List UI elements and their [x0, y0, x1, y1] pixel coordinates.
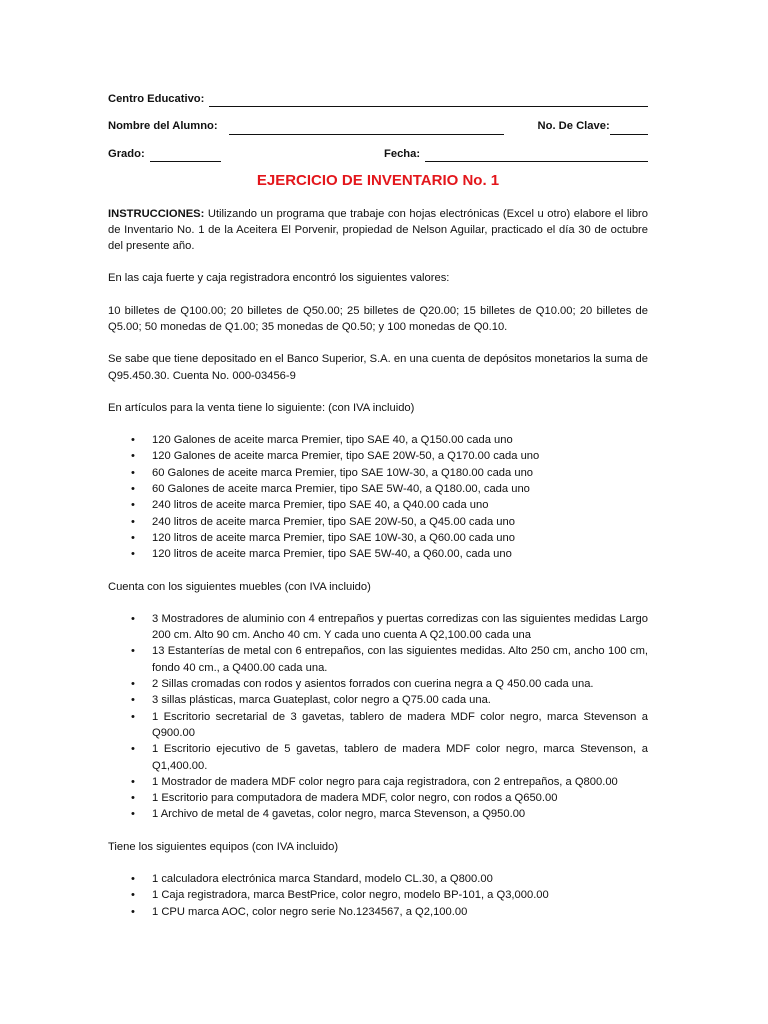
bullet-icon: • — [131, 694, 135, 707]
list-item-text: 13 Estanterías de metal con 6 entrepaños, con las siguientes medidas. Alto 250 cm, ancho 100 cm, fondo 40 cm., a Q400.00 cada una. — [152, 645, 648, 674]
list-item-text: 120 litros de aceite marca Premier, tipo SAE 5W-40, a Q60.00, cada uno — [152, 548, 512, 561]
bank-paragraph: Se sabe que tiene depositado en el Banco Superior, S.A. en una cuenta de depósitos monetarios la suma de Q95.450.30. Cuenta No. 000-03456-9 — [108, 353, 648, 382]
document-title: EJERCICIO DE INVENTARIO No. 1 — [256, 171, 500, 189]
list-item — [108, 643, 648, 676]
nombre-alumno-label: Nombre del Alumno: — [108, 120, 218, 133]
list-item — [108, 790, 648, 806]
list-item — [108, 904, 648, 920]
bullet-icon: • — [131, 515, 135, 528]
no-clave-blank — [610, 121, 648, 135]
bullet-icon: • — [131, 743, 135, 756]
fecha-label: Fecha: — [384, 147, 421, 160]
bullet-icon: • — [131, 678, 135, 691]
list-item — [108, 692, 648, 708]
bullet-icon: • — [131, 483, 135, 496]
caja-intro: En las caja fuerte y caja registradora encontró los siguientes valores: — [108, 272, 450, 285]
furniture-list — [108, 611, 648, 823]
list-item — [108, 497, 648, 513]
instructions-text: Utilizando un programa que trabaje con hojas electrónicas (Excel u otro) elabore el libro de Inventario No. 1 de la Aceitera El Porvenir, propiedad de Nelson Aguilar, practicado el día 30 de octubre del presente año. — [108, 207, 648, 253]
bullet-icon: • — [131, 612, 135, 625]
nombre-alumno-row — [108, 117, 648, 135]
articles-list — [108, 432, 648, 562]
list-item-text: 120 Galones de aceite marca Premier, tipo SAE 40, a Q150.00 cada uno — [152, 434, 513, 447]
list-item-text: 1 Archivo de metal de 4 gavetas, color negro, marca Stevenson, a Q950.00 — [152, 808, 526, 821]
bullet-icon: • — [131, 775, 135, 788]
nombre-alumno-blank — [229, 121, 504, 135]
furniture-intro: Cuenta con los siguientes muebles (con IVA incluido) — [108, 580, 371, 593]
list-item — [108, 448, 648, 464]
bullet-icon: • — [131, 499, 135, 512]
list-item-text: 1 Caja registradora, marca BestPrice, color negro, modelo BP-101, a Q3,000.00 — [152, 889, 549, 902]
bullet-icon: • — [131, 873, 135, 885]
list-item — [108, 741, 648, 774]
list-item-text: 240 litros de aceite marca Premier, tipo SAE 20W-50, a Q45.00 cada uno — [152, 515, 515, 528]
bullet-icon: • — [131, 548, 135, 561]
fecha-blank — [425, 148, 648, 162]
bullet-icon: • — [131, 905, 135, 918]
list-item-text: 1 CPU marca AOC, color negro serie No.1234567, a Q2,100.00 — [152, 905, 468, 918]
list-item-text: 1 Escritorio para computadora de madera MDF, color negro, con rodos a Q650.00 — [152, 792, 558, 805]
instructions-label: INSTRUCCIONES: — [108, 207, 205, 220]
list-item — [108, 432, 648, 448]
list-item-text: 60 Galones de aceite marca Premier, tipo SAE 5W-40, a Q180.00, cada uno — [152, 483, 530, 496]
equipment-intro: Tiene los siguientes equipos (con IVA incluido) — [108, 840, 339, 853]
bullet-icon: • — [131, 645, 135, 658]
grado-label: Grado: — [108, 147, 145, 160]
centro-educativo-blank — [209, 93, 648, 107]
articles-intro: En artículos para la venta tiene lo siguiente: (con IVA incluido) — [108, 401, 415, 414]
list-item — [108, 871, 648, 887]
list-item-text: 240 litros de aceite marca Premier, tipo SAE 40, a Q40.00 cada uno — [152, 499, 489, 512]
list-item — [108, 709, 648, 742]
list-item-text: 60 Galones de aceite marca Premier, tipo SAE 10W-30, a Q180.00 cada uno — [152, 466, 534, 479]
instructions-paragraph — [108, 206, 648, 255]
list-item-text: 1 Mostrador de madera MDF color negro para caja registradora, con 2 entrepaños, a Q800.00 — [152, 775, 618, 788]
equipment-list — [108, 871, 648, 920]
bullet-icon: • — [131, 710, 135, 723]
bullet-icon: • — [131, 889, 135, 902]
list-item-text: 1 calculadora electrónica marca Standard, modelo CL.30, a Q800.00 — [152, 873, 493, 885]
list-item-text: 1 Escritorio ejecutivo de 5 gavetas, tablero de madera MDF color negro, marca Stevenson, a Q1,400.00. — [152, 743, 648, 772]
grado-fecha-row — [108, 144, 648, 162]
list-item-text: 1 Escritorio secretarial de 3 gavetas, tablero de madera MDF color negro, marca Stevenson a Q900.00 — [152, 710, 648, 739]
caja-values: 10 billetes de Q100.00; 20 billetes de Q50.00; 25 billetes de Q20.00; 15 billetes de Q10.00; 20 billetes de Q5.00; 50 monedas de Q1.00; 35 monedas de Q0.50; y 100 monedas de Q0.10. — [108, 304, 648, 333]
list-item-text: 3 sillas plásticas, marca Guateplast, color negro a Q75.00 cada una. — [152, 694, 491, 707]
list-item-text: 120 Galones de aceite marca Premier, tipo SAE 20W-50, a Q170.00 cada uno — [152, 450, 540, 463]
bullet-icon: • — [131, 792, 135, 805]
list-item — [108, 774, 648, 790]
list-item — [108, 481, 648, 497]
list-item — [108, 530, 648, 546]
centro-educativo-row — [108, 89, 648, 107]
no-clave-label: No. De Clave: — [537, 120, 610, 133]
list-item — [108, 676, 648, 692]
list-item — [108, 546, 648, 562]
list-item-text: 120 litros de aceite marca Premier, tipo SAE 10W-30, a Q60.00 cada uno — [152, 531, 515, 544]
bullet-icon: • — [131, 808, 135, 821]
bullet-icon: • — [131, 434, 135, 447]
bullet-icon: • — [131, 450, 135, 463]
grado-blank — [150, 148, 221, 162]
list-item — [108, 806, 648, 822]
list-item-text: 3 Mostradores de aluminio con 4 entrepaños y puertas corredizas con las siguientes medidas Largo 200 cm. Alto 90 cm. Ancho 40 cm. Y cada uno cuenta A Q2,100.00 cada una — [152, 612, 648, 642]
bullet-icon: • — [131, 466, 135, 479]
list-item — [108, 465, 648, 481]
centro-educativo-label: Centro Educativo: — [108, 92, 205, 105]
list-item — [108, 514, 648, 530]
bullet-icon: • — [131, 531, 135, 544]
list-item-text: 2 Sillas cromadas con rodos y asientos forrados con cuerina negra a Q 450.00 cada una. — [152, 678, 594, 691]
list-item — [108, 611, 648, 644]
list-item — [108, 887, 648, 903]
